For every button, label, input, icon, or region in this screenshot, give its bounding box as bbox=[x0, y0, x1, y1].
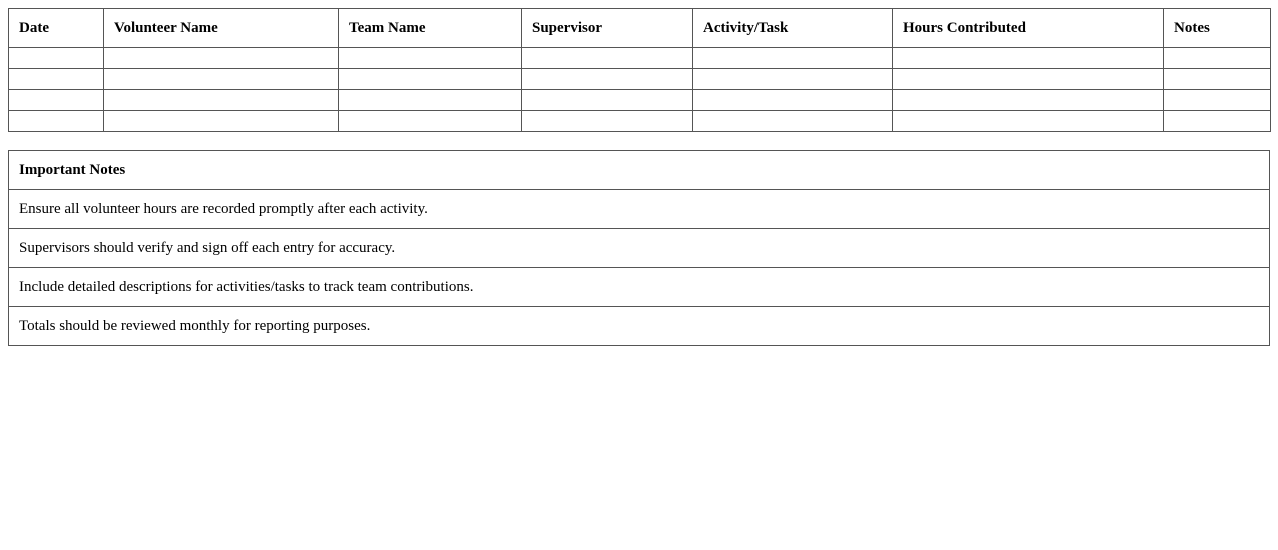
column-header-team-name: Team Name bbox=[339, 9, 522, 48]
note-row bbox=[9, 268, 1270, 307]
note-row bbox=[9, 190, 1270, 229]
table-cell[interactable] bbox=[693, 48, 893, 69]
table-cell[interactable] bbox=[9, 111, 104, 132]
table-cell[interactable] bbox=[1164, 69, 1271, 90]
table-row bbox=[9, 48, 1271, 69]
table-cell[interactable] bbox=[522, 90, 693, 111]
table-cell[interactable] bbox=[104, 69, 339, 90]
notes-title: Important Notes bbox=[9, 151, 1270, 190]
table-cell[interactable] bbox=[1164, 90, 1271, 111]
table-cell[interactable] bbox=[893, 90, 1164, 111]
table-cell[interactable] bbox=[1164, 111, 1271, 132]
note-item: Totals should be reviewed monthly for reporting purposes. bbox=[9, 307, 1270, 346]
table-cell[interactable] bbox=[522, 111, 693, 132]
table-cell[interactable] bbox=[1164, 48, 1271, 69]
note-row bbox=[9, 229, 1270, 268]
table-row bbox=[9, 90, 1271, 111]
table-cell[interactable] bbox=[893, 111, 1164, 132]
column-header-volunteer-name: Volunteer Name bbox=[104, 9, 339, 48]
volunteer-log-table bbox=[8, 8, 1271, 132]
column-header-hours-contributed: Hours Contributed bbox=[893, 9, 1164, 48]
note-item: Ensure all volunteer hours are recorded promptly after each activity. bbox=[9, 190, 1270, 229]
table-cell[interactable] bbox=[522, 69, 693, 90]
column-header-date: Date bbox=[9, 9, 104, 48]
column-header-supervisor: Supervisor bbox=[522, 9, 693, 48]
table-cell[interactable] bbox=[104, 111, 339, 132]
table-row bbox=[9, 69, 1271, 90]
important-notes-table bbox=[8, 150, 1270, 346]
table-cell[interactable] bbox=[339, 111, 522, 132]
table-row bbox=[9, 111, 1271, 132]
table-cell[interactable] bbox=[339, 90, 522, 111]
table-cell[interactable] bbox=[339, 69, 522, 90]
note-item: Supervisors should verify and sign off each entry for accuracy. bbox=[9, 229, 1270, 268]
table-cell[interactable] bbox=[9, 69, 104, 90]
table-cell[interactable] bbox=[693, 111, 893, 132]
table-cell[interactable] bbox=[522, 48, 693, 69]
table-cell[interactable] bbox=[693, 90, 893, 111]
table-cell[interactable] bbox=[9, 48, 104, 69]
note-row bbox=[9, 307, 1270, 346]
table-cell[interactable] bbox=[893, 69, 1164, 90]
table-cell[interactable] bbox=[893, 48, 1164, 69]
column-header-activity-task: Activity/Task bbox=[693, 9, 893, 48]
table-cell[interactable] bbox=[9, 90, 104, 111]
notes-header-row bbox=[9, 151, 1270, 190]
column-header-notes: Notes bbox=[1164, 9, 1271, 48]
table-cell[interactable] bbox=[104, 90, 339, 111]
table-cell[interactable] bbox=[693, 69, 893, 90]
table-cell[interactable] bbox=[339, 48, 522, 69]
table-header-row bbox=[9, 9, 1271, 48]
note-item: Include detailed descriptions for activities/tasks to track team contributions. bbox=[9, 268, 1270, 307]
table-cell[interactable] bbox=[104, 48, 339, 69]
